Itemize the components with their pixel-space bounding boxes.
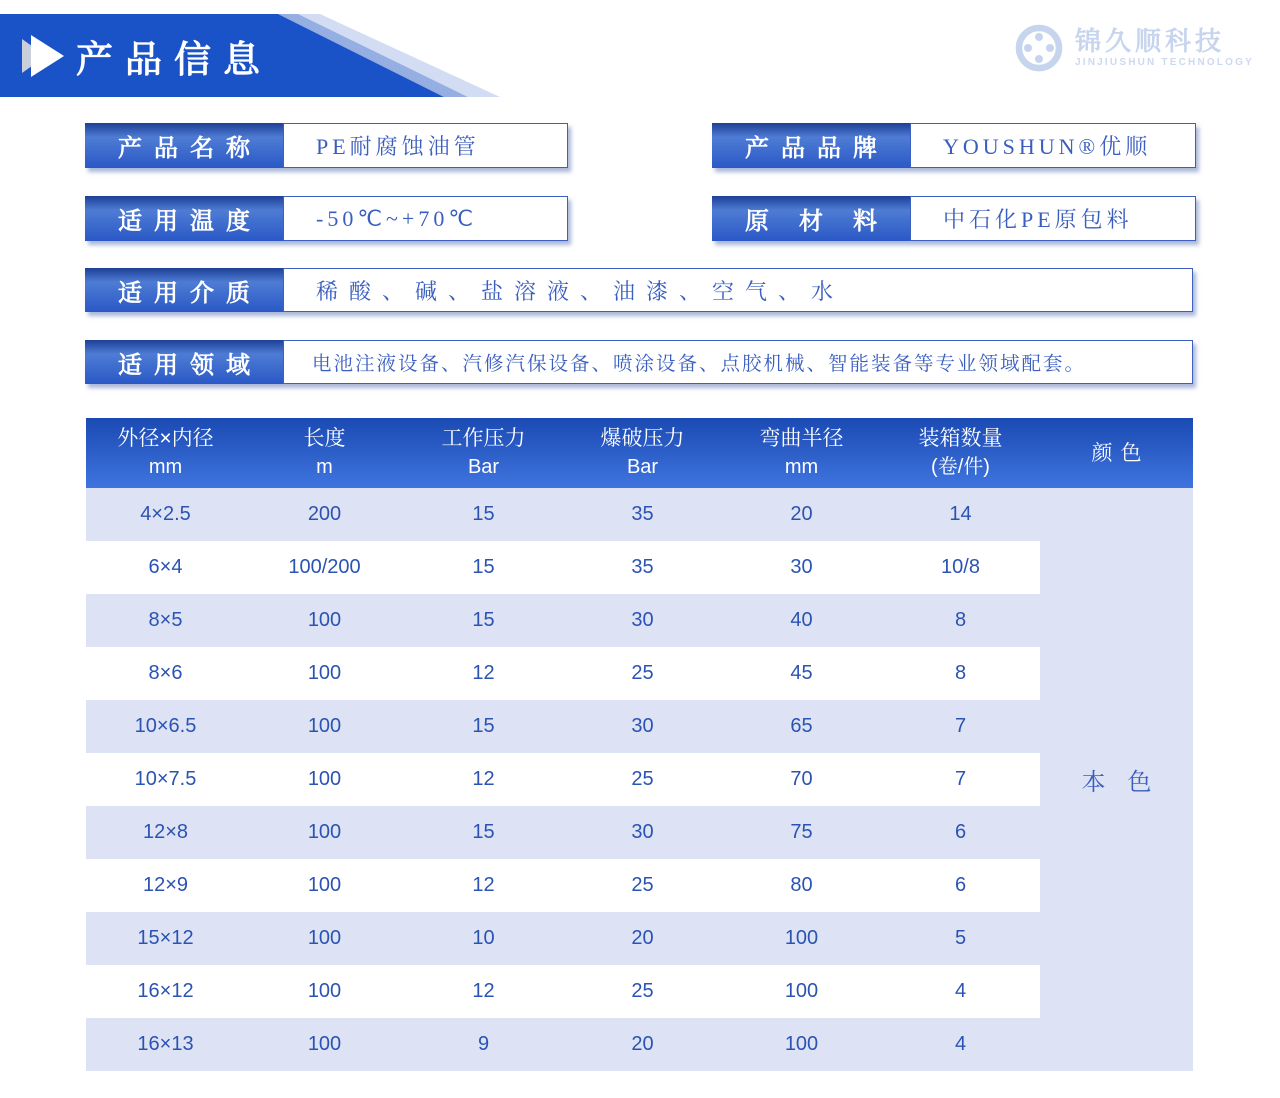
- table-row: [86, 488, 1040, 541]
- cell-burst: 25: [631, 768, 654, 790]
- cell-bend: 30: [790, 556, 813, 578]
- cell-working: 12: [472, 980, 495, 1002]
- field-value: YOUSHUN®优顺: [910, 123, 1196, 168]
- cell-length: 100: [307, 609, 342, 631]
- field-value: -50℃~+70℃: [283, 196, 568, 241]
- company-name: 锦久顺科技: [1075, 26, 1226, 56]
- table-body: [86, 488, 1193, 1071]
- spec-table: [86, 418, 1193, 1071]
- cell-bend: 100: [784, 927, 819, 949]
- cell-length: 100: [307, 874, 342, 896]
- table-row: [86, 541, 1040, 594]
- page-title: 产品信息: [76, 39, 272, 81]
- cell-qty: 7: [954, 768, 967, 790]
- cell-bend: 40: [790, 609, 813, 631]
- table-row: [86, 594, 1040, 647]
- company-subtitle: JINJIUSHUN TECHNOLOGY: [1075, 57, 1254, 68]
- field-temperature: [85, 196, 568, 241]
- header-packing-qty: 装箱数量 (卷/件): [918, 427, 1003, 478]
- field-label: 适用领域: [85, 340, 283, 384]
- field-material: [712, 196, 1196, 241]
- field-brand: [712, 123, 1196, 168]
- cell-burst: 25: [631, 662, 654, 684]
- cell-size: 8×5: [148, 609, 183, 631]
- cell-working: 12: [472, 662, 495, 684]
- header-bend-radius: 弯曲半径 mm: [759, 427, 844, 478]
- cell-working: 15: [472, 503, 495, 525]
- cell-working: 15: [472, 556, 495, 578]
- cell-length: 100: [307, 715, 342, 737]
- header-color: 颜色: [1091, 441, 1150, 465]
- cell-burst: 20: [631, 1033, 654, 1055]
- cell-bend: 80: [790, 874, 813, 896]
- field-label: 适用介质: [85, 268, 283, 312]
- header-burst-pressure: 爆破压力 Bar: [600, 427, 685, 478]
- company-logo: [1013, 22, 1254, 74]
- table-row: [86, 912, 1040, 965]
- field-product-name: [85, 123, 568, 168]
- cell-qty: 7: [954, 715, 967, 737]
- cell-working: 12: [472, 874, 495, 896]
- cell-burst: 35: [631, 503, 654, 525]
- cell-burst: 30: [631, 715, 654, 737]
- cell-burst: 35: [631, 556, 654, 578]
- cell-qty: 8: [954, 609, 967, 631]
- cell-working: 9: [477, 1033, 490, 1055]
- header-working-pressure: 工作压力 Bar: [441, 427, 526, 478]
- table-row: [86, 965, 1040, 1018]
- cell-burst: 25: [631, 874, 654, 896]
- cell-size: 4×2.5: [140, 503, 191, 525]
- cell-bend: 70: [790, 768, 813, 790]
- table-row: [86, 647, 1040, 700]
- cell-size: 10×6.5: [134, 715, 197, 737]
- cell-size: 12×9: [142, 874, 189, 896]
- header-length: 长度 m: [303, 427, 346, 478]
- cell-size: 16×13: [137, 1033, 194, 1055]
- field-application: [85, 340, 1193, 384]
- header-od-id: 外径×内径 mm: [117, 427, 214, 478]
- cell-working: 15: [472, 609, 495, 631]
- cell-bend: 65: [790, 715, 813, 737]
- cell-burst: 25: [631, 980, 654, 1002]
- table-row: [86, 859, 1040, 912]
- cell-qty: 6: [954, 874, 967, 896]
- cell-qty: 5: [954, 927, 967, 949]
- cell-qty: 4: [954, 1033, 967, 1055]
- cell-size: 15×12: [137, 927, 194, 949]
- cell-length: 100: [307, 980, 342, 1002]
- cell-qty: 4: [954, 980, 967, 1002]
- table-header: [86, 418, 1193, 488]
- cell-qty: 10/8: [941, 556, 980, 578]
- cell-working: 10: [472, 927, 495, 949]
- play-triangle-icon: [22, 35, 66, 77]
- table-row: [86, 1018, 1040, 1071]
- cell-length: 100: [307, 1033, 342, 1055]
- cell-qty: 14: [949, 503, 972, 525]
- field-label: 适用温度: [85, 196, 283, 241]
- cell-size: 6×4: [148, 556, 183, 578]
- cell-burst: 30: [631, 821, 654, 843]
- cell-length: 100: [307, 821, 342, 843]
- cell-bend: 75: [790, 821, 813, 843]
- cell-working: 15: [472, 821, 495, 843]
- field-value: PE耐腐蚀油管: [283, 123, 568, 168]
- table-color-column: [1040, 488, 1193, 1071]
- cell-size: 10×7.5: [134, 768, 197, 790]
- cell-bend: 100: [784, 980, 819, 1002]
- field-value: 中石化PE原包料: [910, 196, 1196, 241]
- field-label: 产品品牌: [712, 123, 910, 168]
- cell-length: 100: [307, 927, 342, 949]
- cell-length: 100/200: [288, 556, 361, 578]
- cell-burst: 30: [631, 609, 654, 631]
- cell-size: 12×8: [142, 821, 189, 843]
- cell-working: 15: [472, 715, 495, 737]
- cell-burst: 20: [631, 927, 654, 949]
- cell-bend: 20: [790, 503, 813, 525]
- field-media: [85, 268, 1193, 312]
- table-row: [86, 700, 1040, 753]
- logo-knot-icon: [1013, 22, 1065, 74]
- field-value: 稀酸、碱、盐溶液、油漆、空气、水: [283, 268, 1193, 312]
- page-banner: [0, 14, 520, 97]
- field-value: 电池注液设备、汽修汽保设备、喷涂设备、点胶机械、智能装备等专业领域配套。: [283, 340, 1193, 384]
- cell-qty: 6: [954, 821, 967, 843]
- cell-working: 12: [472, 768, 495, 790]
- cell-qty: 8: [954, 662, 967, 684]
- field-label: 产品名称: [85, 123, 283, 168]
- cell-bend: 45: [790, 662, 813, 684]
- cell-length: 100: [307, 662, 342, 684]
- cell-bend: 100: [784, 1033, 819, 1055]
- color-value: 本色: [1081, 770, 1174, 796]
- table-row: [86, 753, 1040, 806]
- field-label: 原材料: [712, 196, 910, 241]
- cell-length: 200: [307, 503, 342, 525]
- cell-length: 100: [307, 768, 342, 790]
- cell-size: 16×12: [137, 980, 194, 1002]
- cell-size: 8×6: [148, 662, 183, 684]
- table-row: [86, 806, 1040, 859]
